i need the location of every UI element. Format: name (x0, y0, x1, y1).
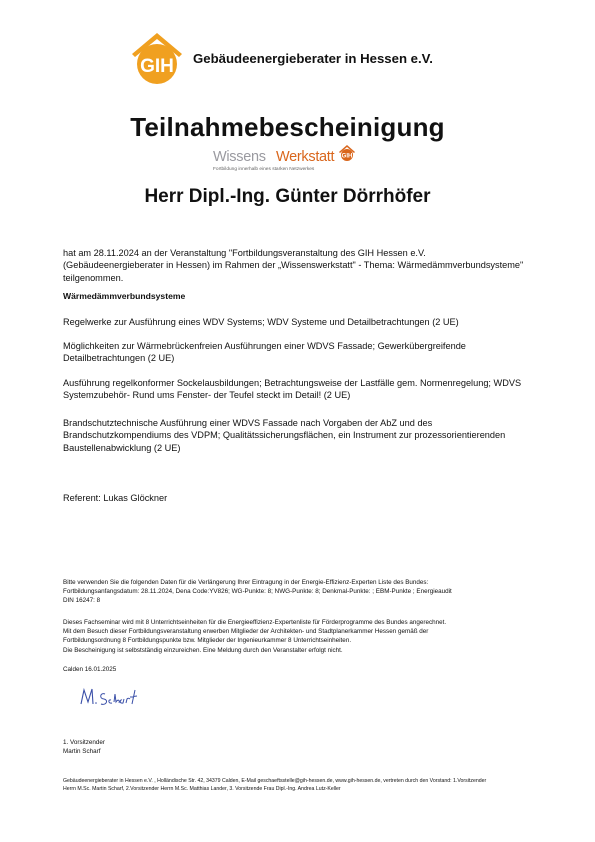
signer-name: Martin Scharf (63, 748, 101, 756)
footer (63, 777, 486, 793)
module-line: Brandschutzkompendiums des VDPM; Qualitätssicherungsflächen, ein Instrument zur prozessorientierenden (63, 430, 506, 441)
module-paragraph (63, 340, 466, 365)
signature (78, 682, 140, 712)
signer-role: 1. Vorsitzender (63, 739, 106, 746)
gih-logo (128, 30, 186, 86)
renewal-line: Bitte verwenden Sie die folgenden Daten für die Verlängerung Ihrer Eintragung in der Energie-Effizienz-Experten Liste des Bundes: (63, 579, 429, 586)
footer-line: Herrn M.Sc. Martin Scharf, 2.Vorsitzender Herrn M.Sc. Matthias Lander, 3. Vorsitzende Frau Dipl.-Ing. Andrea Lutz-Keller (63, 786, 341, 793)
module-line: Baustellenabwicklung (2 UE) (63, 442, 181, 453)
topic-heading: Wärmedämmverbundsysteme (63, 291, 186, 301)
footer-line: Gebäudeenergieberater in Hessen e.V. , Holländische Str. 42, 34379 Calden, E-Mail geschaeftsstelle@gih-hessen.de, www.gih-hessen.de, vertreten durch den Vorstand: 1.Vorsitzender (63, 778, 487, 784)
intro-line: hat am 28.11.2024 an der Veranstaltung "Fortbildungsveranstaltung des GIH Hessen e.V. (63, 248, 426, 258)
intro-line: (Gebäudeenergieberater in Hessen) im Rahmen der „Wissenswerkstatt" - Thema: Wärmedämmverbundsysteme" (63, 260, 524, 271)
intro-paragraph (63, 247, 523, 284)
renewal-line: DIN 16247: 8 (63, 597, 101, 605)
place-date: Calden 16.01.2025 (63, 666, 117, 673)
renewal-notice (63, 578, 452, 606)
wissenswerkstatt-badge-icon (338, 144, 356, 162)
module-line: Ausführung regelkonformer Sockelausbildungen; Betrachtungsweise der Lastfälle gem. Normenregelung; WDVS (63, 378, 522, 388)
module-paragraph (63, 377, 521, 402)
seminar-line: Fortbildungsordnung 8 Fortbildungspunkte bzw. Mitglieder der Ingenieurkammer 8 Unterrichtseinheiten. (63, 637, 352, 645)
referent: Referent: Lukas Glöckner (63, 493, 168, 503)
seminar-notice (63, 618, 446, 655)
wissenswerkstatt-logo-word2: Werkstatt (276, 149, 335, 165)
module-paragraph (63, 417, 505, 454)
intro-line: teilgenommen. (63, 272, 124, 283)
gih-logo-text: GIH (140, 56, 174, 77)
wissenswerkstatt-tagline: Fortbildung innerhalb eines starken Netzwerkes (213, 167, 315, 172)
module-line: Regelwerke zur Ausführung eines WDV Systems; WDV Systeme und Detailbetrachtungen (2 UE) (63, 317, 459, 327)
seminar-line: Die Bescheinigung ist selbstständig einzureichen. Eine Meldung durch den Veranstalter erfolgt nicht. (63, 646, 343, 654)
document-title: Teilnahmebescheinigung (130, 112, 445, 142)
module-line: Detailbetrachtungen (2 UE) (63, 353, 175, 364)
module-line: Brandschutztechnische Ausführung einer WDVS Fassade nach Vorgaben der AbZ und des (63, 418, 433, 428)
signer-block (63, 738, 105, 756)
module-line: Systemzubehör- Rund ums Fenster- der Teufel steckt im Detail! (2 UE) (63, 390, 351, 401)
recipient-name: Herr Dipl.-Ing. Günter Dörrhöfer (144, 186, 431, 207)
module-line: Möglichkeiten zur Wärmebrückenfreien Ausführungen einer WDVS Fassade; Gewerkübergreifende (63, 341, 466, 351)
wissenswerkstatt-logo-word1: Wissens (213, 149, 266, 165)
wissenswerkstatt-badge-text: GIH (341, 153, 353, 160)
seminar-line: Mit dem Besuch dieser Fortbildungsveranstaltung erwerben Mitglieder der Architekten- und Stadtplanerkammer Hessen gemäß der (63, 628, 429, 636)
renewal-line: Fortbildungsanfangsdatum: 28.11.2024, Dena Code:YV826; WG-Punkte: 8; NWG-Punkte: 8; Denkmal-Punkte: ; EBM-Punkte ; Energieaudit (63, 588, 452, 596)
seminar-line: Dieses Fachseminar wird mit 8 Unterrichtseinheiten für die Energieeffizienz-Expertenliste für Förderprogramme des Bundes angerechnet. (63, 619, 447, 626)
module-paragraph (63, 316, 459, 328)
organization-name: Gebäudeenergieberater in Hessen e.V. (193, 51, 433, 66)
